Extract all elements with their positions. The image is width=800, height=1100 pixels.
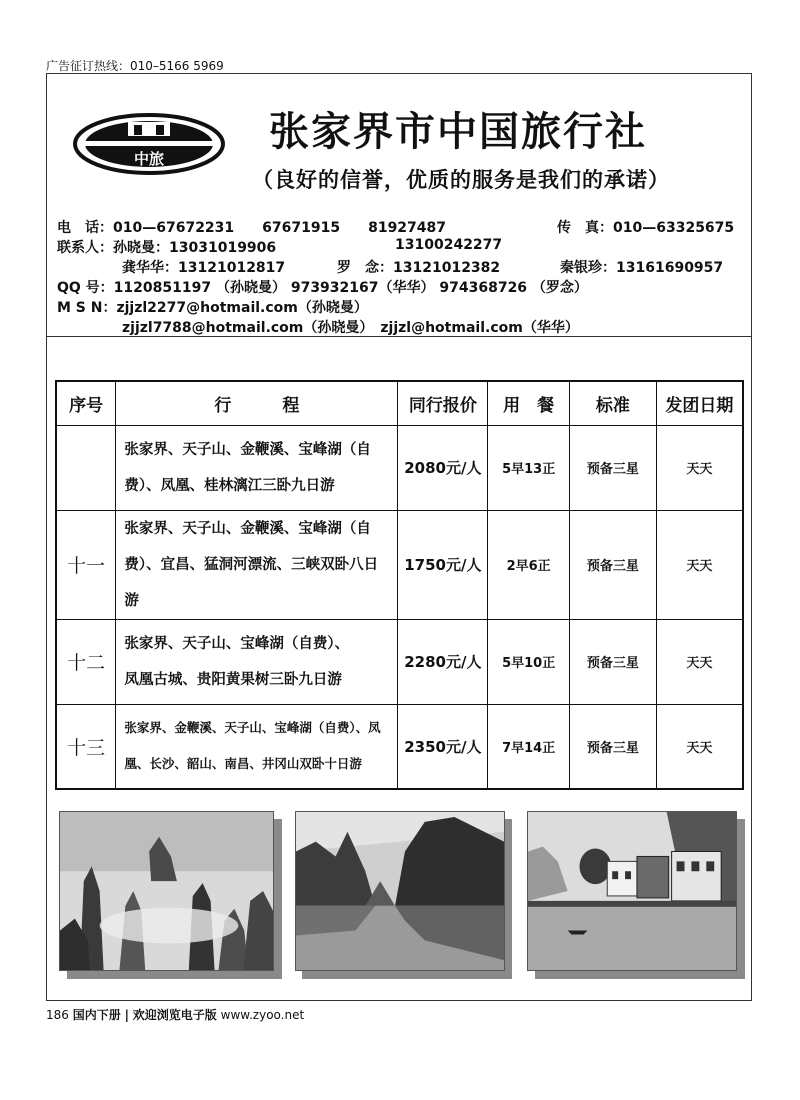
row-meals: 7早14正 xyxy=(488,704,570,789)
route-line: 张家界、金鞭溪、天子山、宝峰湖（自费）、凤 xyxy=(124,720,381,736)
row-departure: 天天 xyxy=(656,619,743,704)
row-route xyxy=(116,704,398,789)
row-route xyxy=(116,510,398,619)
cits-logo xyxy=(72,112,226,176)
row-standard: 预备三星 xyxy=(570,704,657,789)
phone-line: 电 话：010—67672231 67671915 81927487 xyxy=(57,220,447,236)
row-meals: 2早6正 xyxy=(488,510,570,619)
table-row xyxy=(56,510,743,619)
route-line: 张家界、天子山、金鞭溪、宝峰湖（自 xyxy=(124,520,371,537)
table-row xyxy=(56,704,743,789)
row-price: 1750元/人 xyxy=(398,510,488,619)
row-standard: 预备三星 xyxy=(570,510,657,619)
contact-line-2c: 秦银珍：13161690957 xyxy=(560,260,724,276)
row-index xyxy=(56,425,116,510)
qq-line: QQ 号：1120851197 （孙晓曼） 973932167（华华） 974368726 （罗念） xyxy=(57,280,588,296)
route-line: 张家界、天子山、宝峰湖（自费）、 xyxy=(124,635,350,652)
contact-line-2a: 龚华华：13121012817 xyxy=(122,260,286,276)
route-line: 凤凰古城、贵阳黄果树三卧九日游 xyxy=(124,671,342,688)
divider xyxy=(47,336,751,337)
row-route xyxy=(116,619,398,704)
page-footer xyxy=(46,1006,304,1023)
route-line: 费）、凤凰、桂林漓江三卧九日游 xyxy=(124,477,335,494)
river-cliffs-photo xyxy=(295,811,505,971)
msn-line-2: zjjzl7788@hotmail.com（孙晓曼） zjjzl@hotmail.com（华华） xyxy=(122,320,579,336)
logo-text: 中旅 xyxy=(133,150,165,168)
section-name: 国内下册 xyxy=(72,1008,121,1022)
contact-line-1: 联系人：孙晓曼：13031019906 xyxy=(57,240,277,256)
row-price: 2080元/人 xyxy=(398,425,488,510)
table-row xyxy=(56,619,743,704)
header-meals: 用 餐 xyxy=(488,381,570,425)
footer-divider: | xyxy=(124,1008,129,1022)
row-departure: 天天 xyxy=(656,510,743,619)
header-price: 同行报价 xyxy=(398,381,488,425)
header-route: 行 程 xyxy=(116,381,398,425)
row-route xyxy=(116,425,398,510)
header-index: 序号 xyxy=(56,381,116,425)
row-meals: 5早10正 xyxy=(488,619,570,704)
fax-line: 传 真：010—63325675 xyxy=(557,220,735,236)
row-departure: 天天 xyxy=(656,704,743,789)
advert-frame xyxy=(46,73,752,1001)
row-departure: 天天 xyxy=(656,425,743,510)
header-standard: 标准 xyxy=(570,381,657,425)
table-header-row xyxy=(56,381,743,425)
mountain-peaks-photo xyxy=(59,811,274,971)
contact-line-2b: 罗 念：13121012382 xyxy=(337,260,501,276)
row-index: 十一 xyxy=(56,510,116,619)
contact-line-1b: 13100242277 xyxy=(395,237,503,253)
row-price: 2350元/人 xyxy=(398,704,488,789)
msn-line-1: M S N：zjjzl2277@hotmail.com（孙晓曼） xyxy=(57,300,368,316)
route-line: 凰、长沙、韶山、南昌、井冈山双卧十日游 xyxy=(124,756,362,772)
website-link[interactable]: www.zyoo.net xyxy=(220,1008,305,1022)
itinerary-table xyxy=(55,380,744,790)
row-price: 2280元/人 xyxy=(398,619,488,704)
riverside-town-photo xyxy=(527,811,737,971)
row-meals: 5早13正 xyxy=(488,425,570,510)
route-line: 张家界、天子山、金鞭溪、宝峰湖（自 xyxy=(124,441,371,458)
row-standard: 预备三星 xyxy=(570,619,657,704)
welcome-text: 欢迎浏览电子版 xyxy=(132,1008,217,1022)
route-line: 费）、宜昌、猛洞河漂流、三峡双卧八日游 xyxy=(124,556,379,609)
row-index: 十二 xyxy=(56,619,116,704)
ad-hotline: 广告征订热线：010–5166 5969 xyxy=(46,59,224,73)
slogan: （良好的信誉，优质的服务是我们的承诺） xyxy=(252,168,670,192)
table-row xyxy=(56,425,743,510)
company-name: 张家界市中国旅行社 xyxy=(269,109,647,155)
header-departure: 发团日期 xyxy=(656,381,743,425)
row-index: 十三 xyxy=(56,704,116,789)
row-standard: 预备三星 xyxy=(570,425,657,510)
page-number: 186 xyxy=(46,1008,69,1022)
